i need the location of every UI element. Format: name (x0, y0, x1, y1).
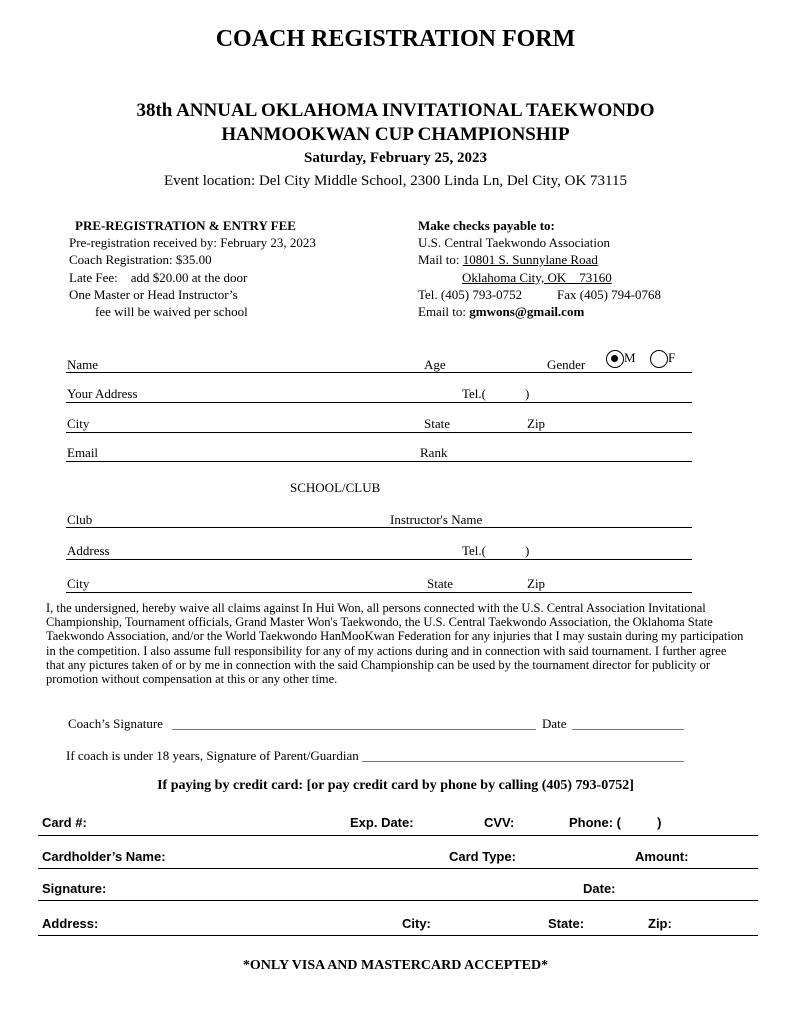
payment-heading: Make checks payable to: (418, 218, 555, 233)
form-title: COACH REGISTRATION FORM (215, 26, 576, 52)
payment-tel: Tel. (405) 793-0752 (418, 287, 523, 302)
guardian-signature-label: If coach is under 18 years, Signature of Parent/Guardian (66, 748, 359, 763)
club-field-line[interactable] (66, 527, 692, 528)
coach-signature-label: Coach’s Signature (68, 716, 163, 731)
accepted-cards-note: *ONLY VISA AND MASTERCARD ACCEPTED* (242, 958, 549, 973)
fees-line: Pre-registration received by: February 23, 2023 (69, 235, 316, 250)
school-heading: SCHOOL/CLUB (290, 480, 381, 495)
fees-line: fee will be waived per school (95, 304, 248, 319)
credit-card-heading: If paying by credit card: [or pay credit card by phone by calling (405) 793-0752] (157, 778, 634, 793)
cardholder-row-line[interactable] (38, 868, 758, 869)
cc-state-label: State: (548, 916, 585, 931)
email-label: Email (67, 445, 99, 460)
event-location: Event location: Del City Middle School, 2300 Linda Ln, Del City, OK 73115 (163, 173, 627, 189)
payee: U.S. Central Taekwondo Association (418, 235, 611, 250)
mail-street: 10801 S. Sunnylane Road (462, 252, 598, 267)
guardian-signature-line[interactable] (362, 761, 684, 762)
phone-label: Phone: ( ) (569, 815, 662, 830)
gender-f-radio[interactable] (650, 350, 668, 368)
fees-line: One Master or Head Instructor’s (69, 287, 238, 302)
event-name-line2: HANMOOKWAN CUP CHAMPIONSHIP (221, 124, 570, 145)
payment-fax: Fax (405) 794-0768 (557, 287, 661, 302)
zip-label: Zip (527, 416, 546, 431)
school-zip-label: Zip (527, 576, 546, 591)
mail-label: Mail to: (418, 252, 463, 267)
cc-date-label: Date: (583, 881, 616, 896)
rank-label: Rank (420, 445, 448, 460)
email-field-line[interactable] (66, 461, 692, 462)
name-label: Name (67, 357, 99, 372)
signature-date-label: Date (542, 716, 567, 731)
school-city-field-line[interactable] (66, 592, 692, 593)
city-field-line[interactable] (66, 432, 692, 433)
address-row-line[interactable] (38, 935, 758, 936)
exp-date-label: Exp. Date: (350, 815, 414, 830)
cc-address-label: Address: (42, 916, 99, 931)
school-city-label: City (67, 576, 90, 591)
email-label: Email to: (418, 304, 470, 319)
school-address-field-line[interactable] (66, 559, 692, 560)
cc-city-label: City: (402, 916, 431, 931)
mail-address (418, 252, 598, 268)
payment-email (418, 304, 584, 320)
coach-signature-line[interactable] (172, 729, 536, 730)
fees-line: Coach Registration: $35.00 (69, 252, 212, 267)
address-field-line[interactable] (66, 402, 692, 403)
school-address-label: Address (67, 543, 110, 558)
gender-m-option[interactable] (606, 350, 636, 368)
gender-label: Gender (547, 357, 586, 372)
school-tel-label: Tel.( ) (462, 543, 530, 558)
cc-zip-label: Zip: (648, 916, 672, 931)
city-label: City (67, 416, 90, 431)
email-address: gmwons@gmail.com (469, 304, 585, 319)
instructor-label: Instructor's Name (390, 512, 483, 527)
signature-date-line[interactable] (572, 729, 684, 730)
card-number-label: Card #: (42, 815, 87, 830)
waiver-text: I, the undersigned, hereby waive all claims against In Hui Won, all persons connected with the U.S. Central Association Invitational Championship, Tournament officials, Grand Master Won's Taekwondo, the U.S. Central Taekwondo Association, the Oklahoma State Taekwondo Association, and/or the World Taekwondo HanMooKwan Federation for any injuries that I may sustain during my participation in the competition. I also assume full responsibility for any of my actions during and in connection with said tournament. I further agree that any pictures taken of or by me in connection with the said Championship can be used by the tournament director for publicity or promotion without compensation at this or any other time. (46, 601, 744, 687)
cvv-label: CVV: (484, 815, 515, 830)
card-row-line[interactable] (38, 835, 758, 836)
event-name-line1: 38th ANNUAL OKLAHOMA INVITATIONAL TAEKWONDO (136, 100, 655, 121)
age-label: Age (424, 357, 446, 372)
card-type-label: Card Type: (449, 849, 516, 864)
tel-label: Tel.( ) (462, 386, 530, 401)
event-date: Saturday, February 25, 2023 (304, 150, 487, 166)
state-label: State (424, 416, 450, 431)
gender-f-option[interactable] (650, 350, 675, 368)
fees-line: Late Fee: add $20.00 at the door (69, 270, 248, 285)
school-state-label: State (427, 576, 453, 591)
gender-f-label: F (668, 350, 676, 365)
cardholder-label: Cardholder’s Name: (42, 849, 166, 864)
fees-heading: PRE-REGISTRATION & ENTRY FEE (75, 218, 296, 233)
signature-row-line[interactable] (38, 900, 758, 901)
club-label: Club (67, 512, 93, 527)
cc-signature-label: Signature: (42, 881, 107, 896)
name-field-line[interactable] (66, 372, 692, 373)
gender-m-radio[interactable] (606, 350, 624, 368)
address-label: Your Address (67, 386, 138, 401)
amount-label: Amount: (635, 849, 689, 864)
gender-m-label: M (624, 350, 636, 365)
mail-city: Oklahoma City, OK 73160 (462, 270, 612, 285)
